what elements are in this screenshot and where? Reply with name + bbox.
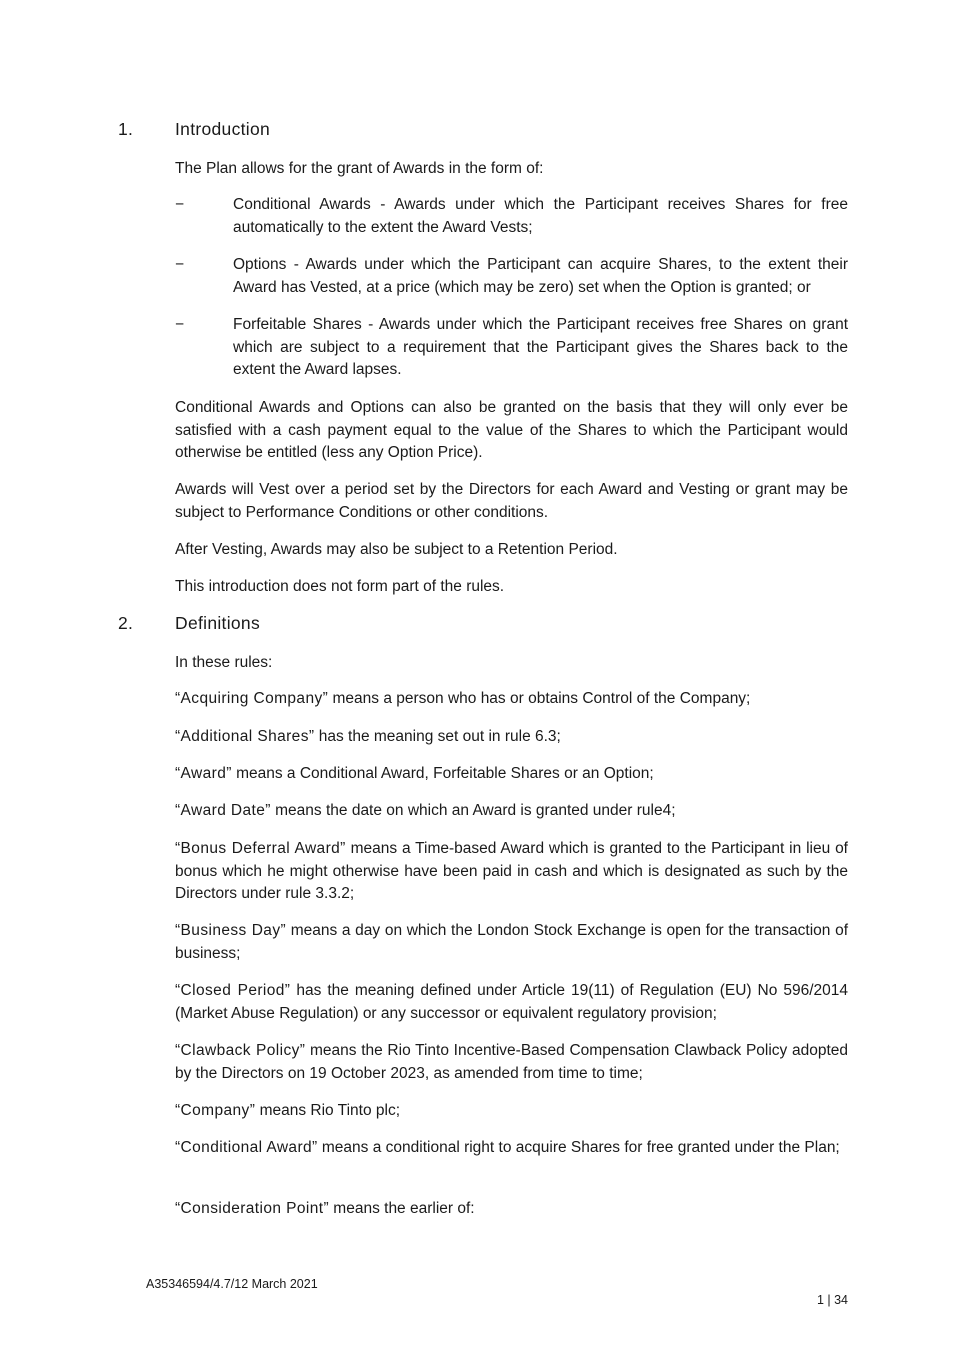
- definition-item: [175, 980, 848, 1025]
- definition-text: means the earlier of:: [329, 1200, 475, 1217]
- definition-text: means a conditional right to acquire Shares for free granted under the Plan;: [317, 1139, 840, 1156]
- intro-lead: The Plan allows for the grant of Awards in the form of:: [175, 160, 544, 177]
- section-title: Introduction: [175, 119, 271, 139]
- intro-paragraph: After Vesting, Awards may also be subject to a Retention Period.: [175, 541, 618, 558]
- section-number: 1.: [118, 119, 134, 139]
- intro-paragraph: Awards will Vest over a period set by the Directors for each Award and Vesting or grant may be subject to Performance Conditions or other conditions.: [175, 481, 848, 521]
- definition-item: [175, 763, 848, 786]
- definition-text: means Rio Tinto plc;: [255, 1102, 400, 1119]
- definition-item: [175, 1198, 848, 1221]
- definition-text: has the meaning defined under Article 19(11) of Regulation (EU) No 596/2014 (Market Abuse Regulation) or any successor or equivalent regulatory provision;: [175, 982, 848, 1022]
- intro-bullet: [175, 254, 848, 299]
- definition-term: “Company”: [175, 1102, 256, 1119]
- definition-term: “Bonus Deferral Award”: [175, 840, 346, 857]
- intro-bullet: [175, 314, 848, 382]
- definition-item: [175, 1137, 848, 1160]
- intro-bullet: [175, 194, 848, 239]
- definition-item: [175, 726, 848, 749]
- definition-text: means the Rio Tinto Incentive-Based Compensation Clawback Policy adopted by the Directors on 19 October 2023, as amended from time to time;: [175, 1042, 848, 1082]
- definition-term: “Consideration Point”: [175, 1200, 329, 1217]
- definition-text: means a day on which the London Stock Exchange is open for the transaction of business;: [175, 922, 848, 962]
- definition-text: has the meaning set out in rule 6.3;: [314, 728, 561, 745]
- definition-term: “Award Date”: [175, 802, 271, 819]
- definition-text: means a Time-based Award which is granted to the Participant in lieu of bonus which he might otherwise have been paid in cash and which is designated as such by the Directors under rule 3.3.2;: [175, 840, 848, 903]
- definition-term: “Acquiring Company”: [175, 690, 329, 707]
- dash-marker: −: [175, 256, 185, 273]
- section-number: 2.: [118, 613, 134, 633]
- dash-marker: −: [175, 316, 185, 333]
- section-title: Definitions: [175, 613, 261, 633]
- document-reference: A35346594/4.7/12 March 2021: [146, 1277, 318, 1291]
- bullet-text: Conditional Awards - Awards under which the Participant receives Shares for free automatically to the extent the Award Vests;: [233, 196, 848, 236]
- definition-item: [175, 1100, 848, 1123]
- definition-term: “Clawback Policy”: [175, 1042, 306, 1059]
- bullet-text: Forfeitable Shares - Awards under which the Participant receives free Shares on grant which are subject to a requirement that the Participant gives the Shares back to the extent the Award lapses.: [233, 316, 848, 379]
- intro-paragraph: This introduction does not form part of the rules.: [175, 578, 505, 595]
- definition-term: “Conditional Award”: [175, 1139, 318, 1156]
- definition-term: “Closed Period”: [175, 982, 291, 999]
- definition-text: means a Conditional Award, Forfeitable Shares or an Option;: [231, 765, 654, 782]
- definition-term: “Additional Shares”: [175, 728, 315, 745]
- definition-item: [175, 838, 848, 906]
- intro-paragraph: Conditional Awards and Options can also be granted on the basis that they will only ever be satisfied with a cash payment equal to the value of the Shares to which the Participant would otherwise be entitled (less any Option Price).: [175, 399, 848, 462]
- definition-term: “Business Day”: [175, 922, 287, 939]
- definition-item: [175, 1040, 848, 1085]
- definition-item: [175, 688, 848, 711]
- definition-item: [175, 920, 848, 965]
- page-number: 1 | 34: [816, 1293, 848, 1307]
- definition-term: “Award”: [175, 765, 232, 782]
- bullet-text: Options - Awards under which the Participant can acquire Shares, to the extent their Award has Vested, at a price (which may be zero) set when the Option is granted; or: [233, 256, 848, 296]
- definition-item: [175, 800, 848, 823]
- definitions-lead: In these rules:: [175, 654, 273, 671]
- dash-marker: −: [175, 196, 185, 213]
- definition-text: means the date on which an Award is granted under rule4;: [270, 802, 676, 819]
- definition-text: means a person who has or obtains Control of the Company;: [328, 690, 751, 707]
